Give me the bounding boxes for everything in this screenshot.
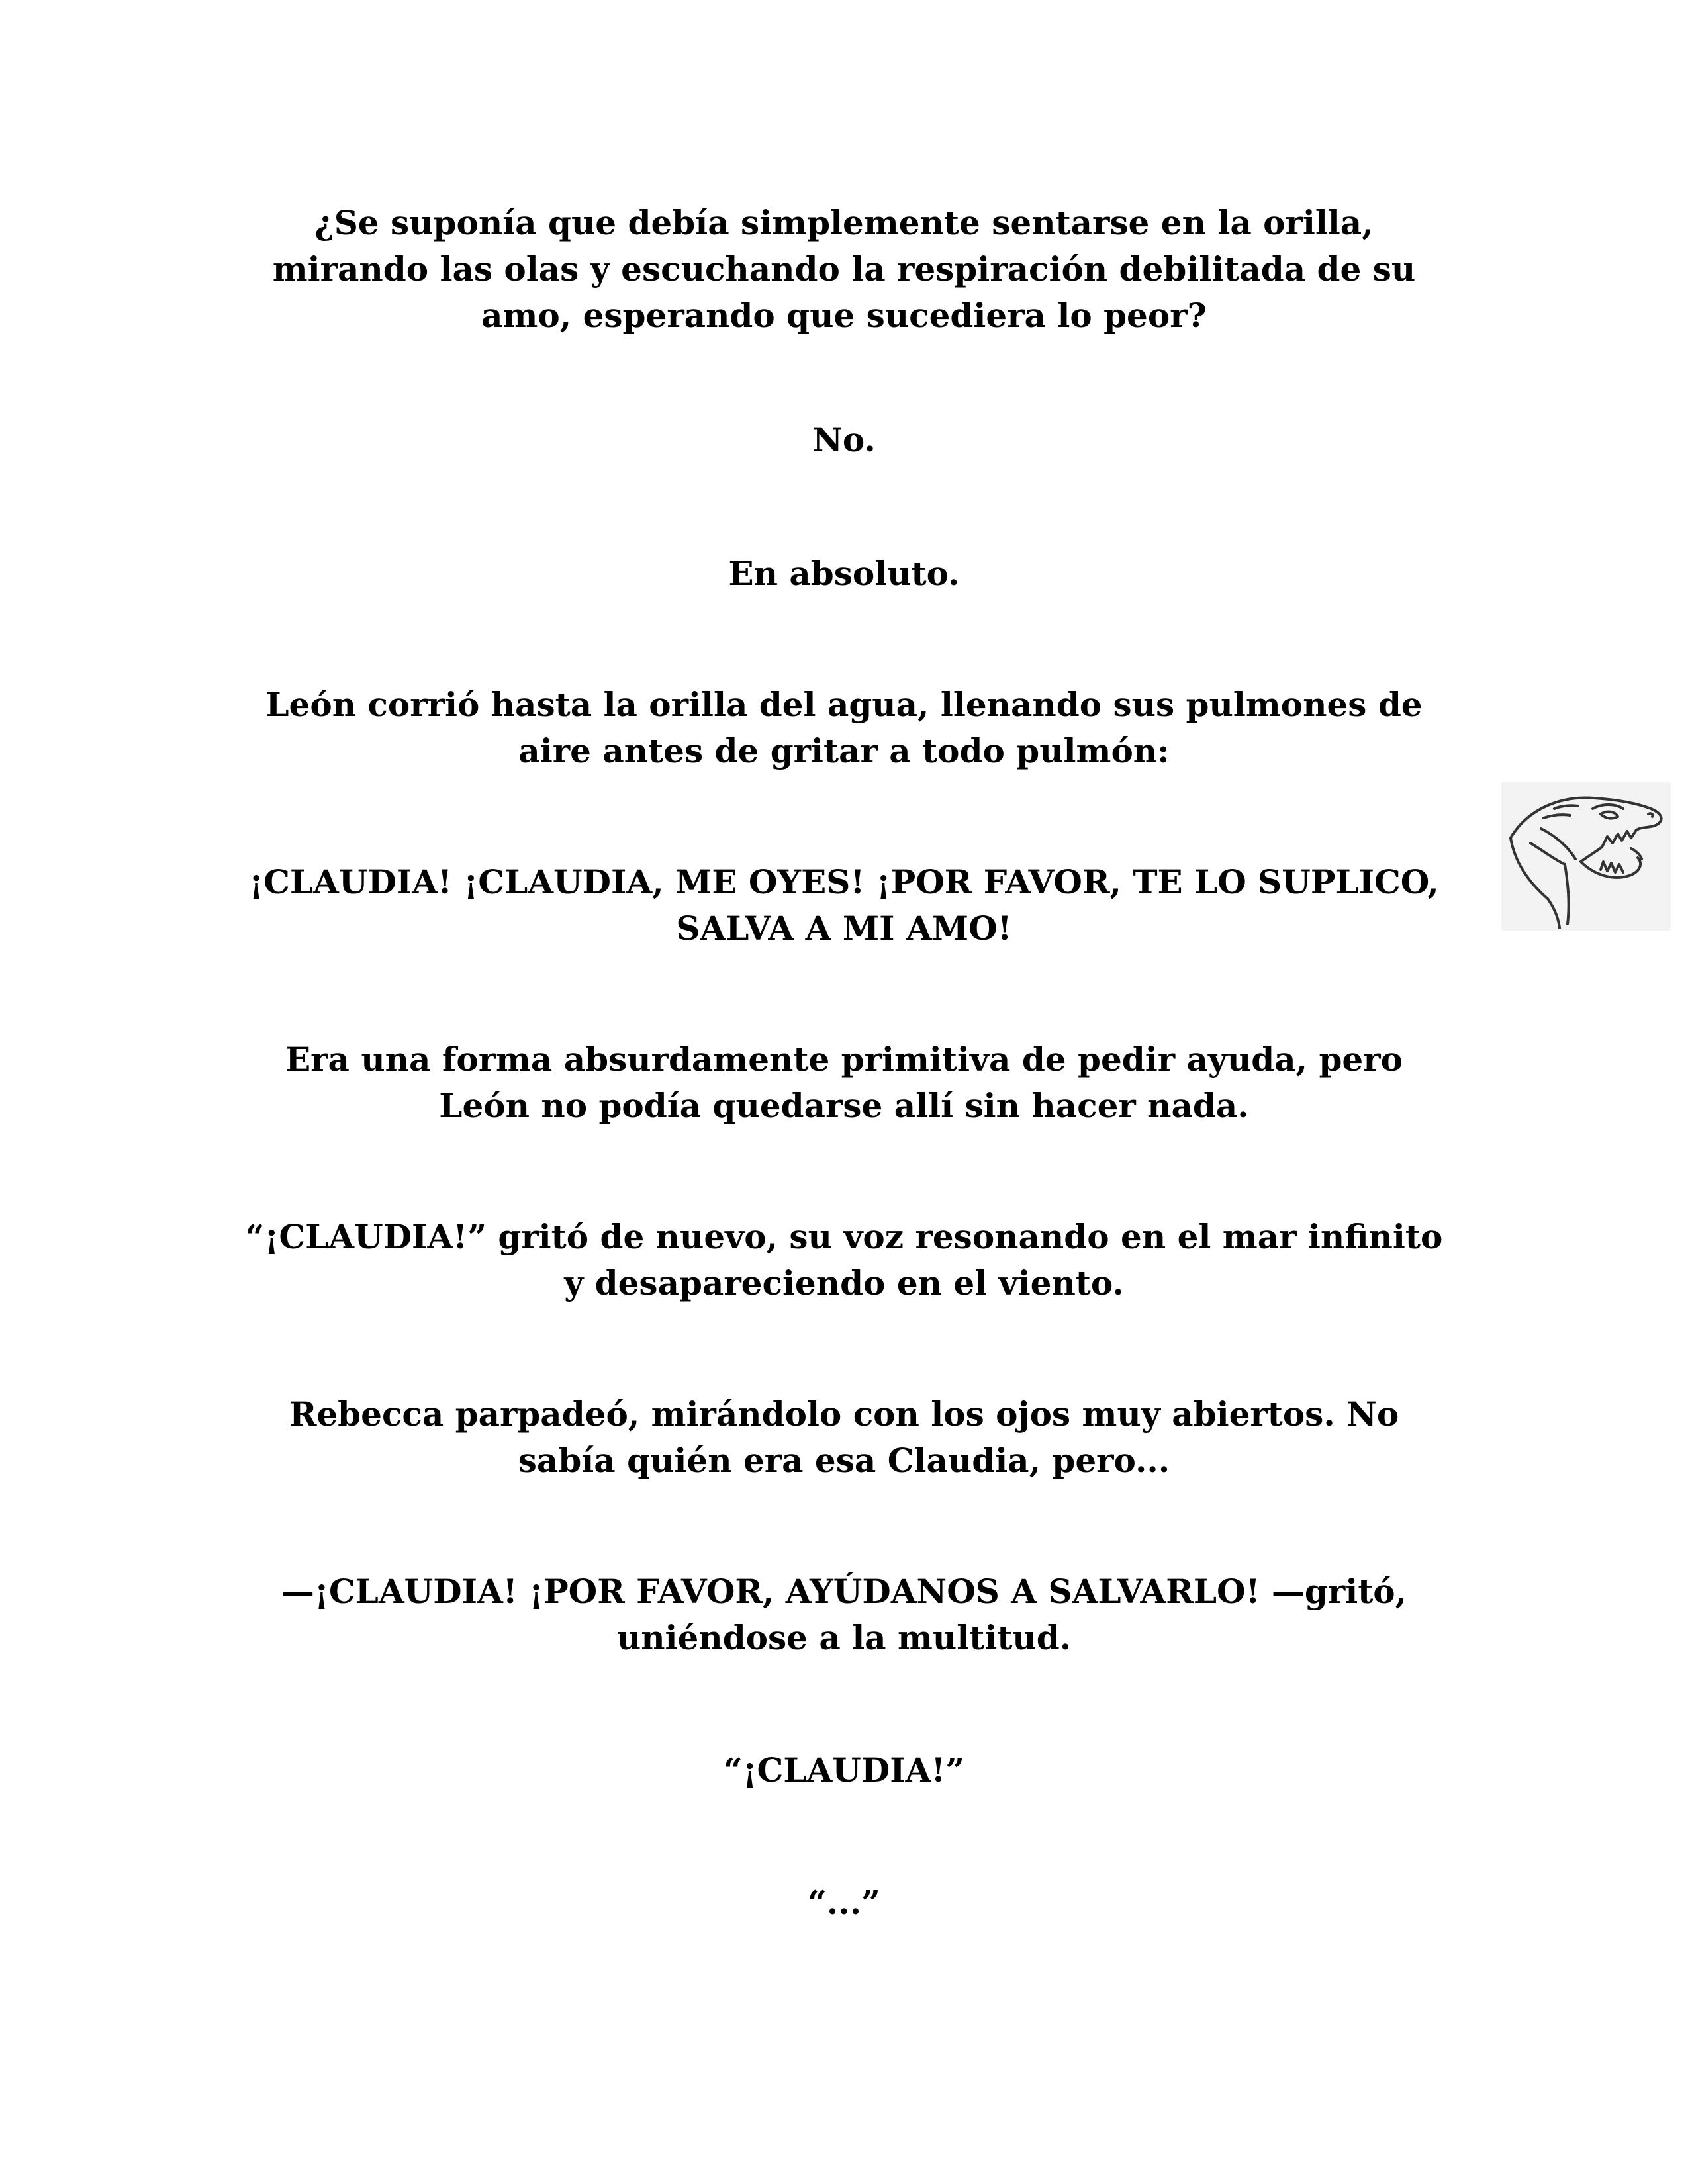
- dinosaur-head-sketch-icon: [1501, 782, 1671, 931]
- paragraph-8: Rebecca parpadeó, mirándolo con los ojos muy abiertos. No sabía quién era esa Claudia, pero...: [289, 1394, 1399, 1480]
- paragraph-11: “...”: [808, 1883, 880, 1922]
- paragraph-9: —¡CLAUDIA! ¡POR FAVOR, AYÚDANOS A SALVARLO! —gritó, uniéndose a la multitud.: [281, 1572, 1407, 1657]
- paragraph-1: ¿Se suponía que debía simplemente sentarse en la orilla, mirando las olas y escuchando la respiración debilitada de su amo, esperando que sucediera lo peor?: [272, 203, 1416, 335]
- paragraph-7: “¡CLAUDIA!” gritó de nuevo, su voz resonando en el mar infinito y desapareciendo en el viento.: [245, 1217, 1443, 1302]
- paragraph-2: No.: [812, 420, 876, 459]
- paragraph-5: ¡CLAUDIA! ¡CLAUDIA, ME OYES! ¡POR FAVOR, TE LO SUPLICO, SALVA A MI AMO!: [249, 862, 1439, 948]
- paragraph-10: “¡CLAUDIA!”: [723, 1751, 965, 1790]
- paragraph-3: En absoluto.: [728, 554, 960, 593]
- paragraph-4: León corrió hasta la orilla del agua, llenando sus pulmones de aire antes de gritar a todo pulmón:: [265, 685, 1423, 770]
- paragraph-6: Era una forma absurdamente primitiva de pedir ayuda, pero León no podía quedarse allí sin hacer nada.: [285, 1040, 1403, 1125]
